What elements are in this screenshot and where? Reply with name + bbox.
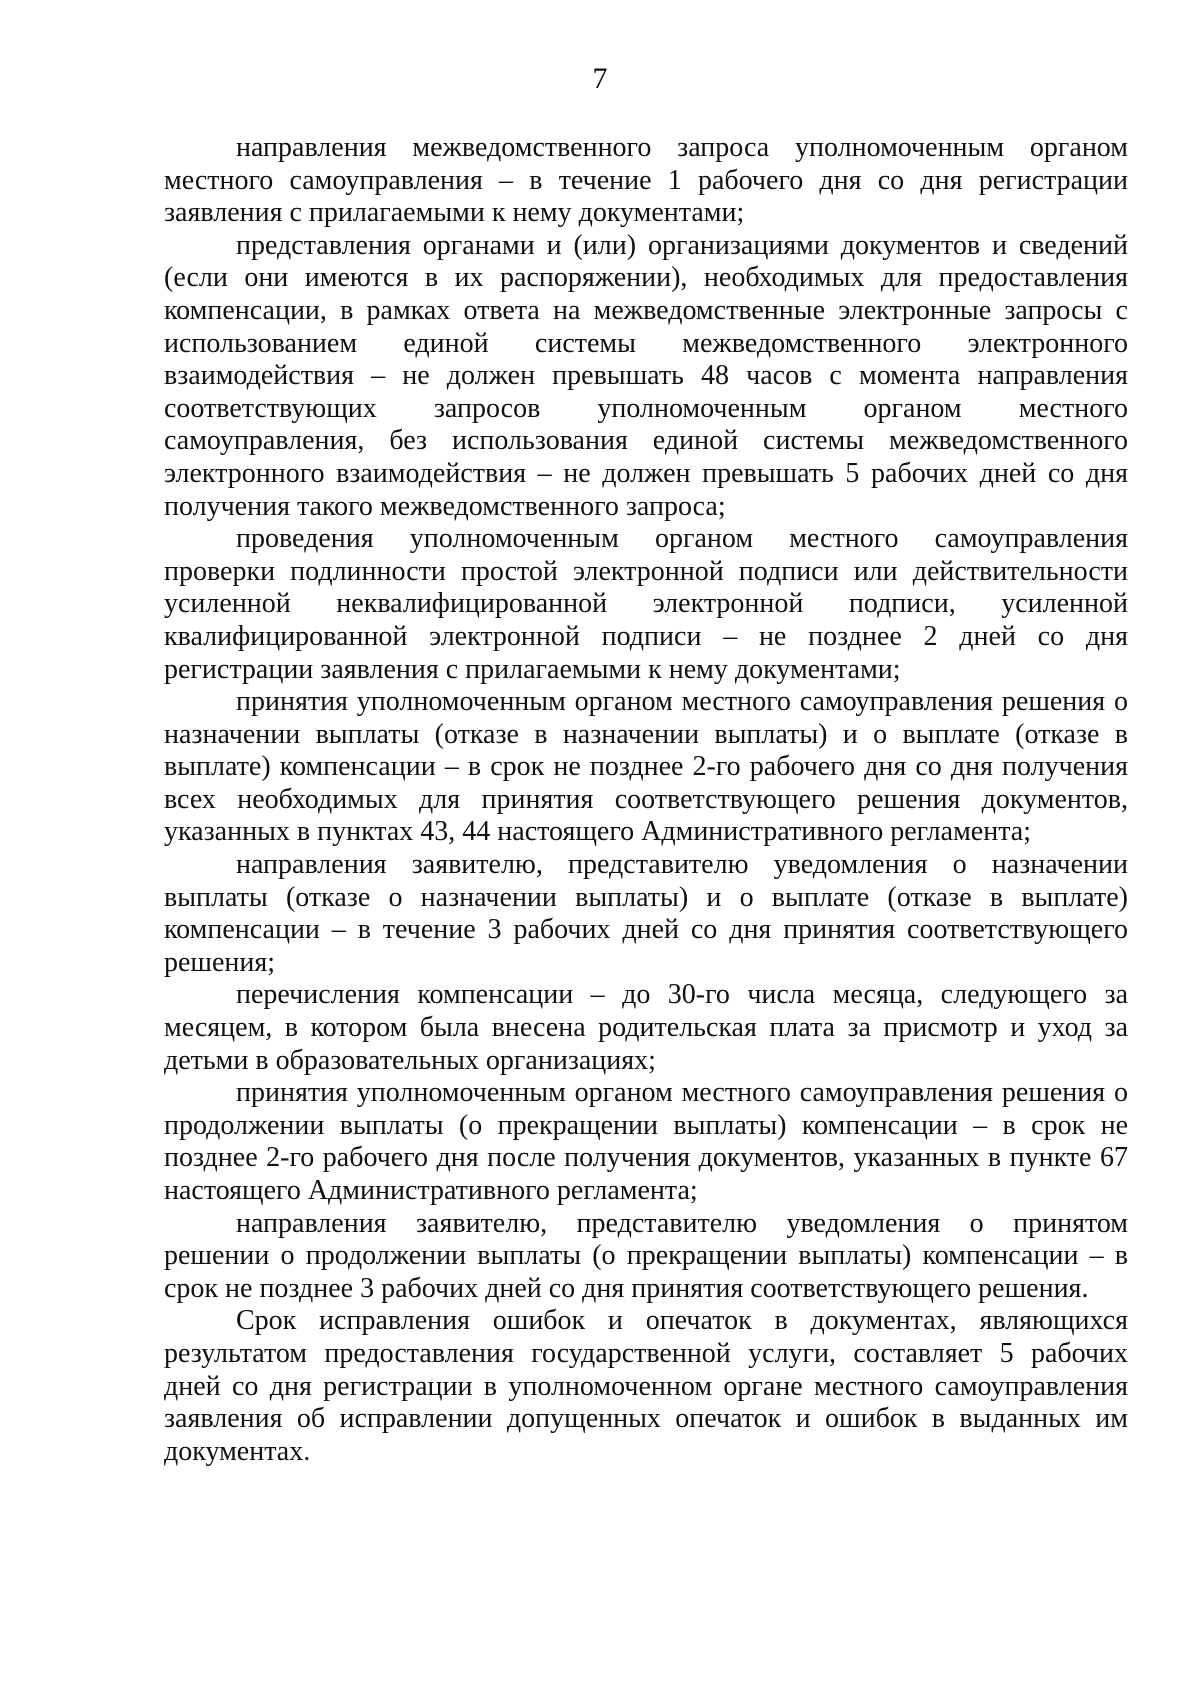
paragraph-payment-decision: принятия уполномоченным органом местного самоуправления решения о назначении выплаты (отказе в назначении выплаты) и о выплате (отказе в выплате) компенсации – в срок не позднее 2-го рабочего дня со дня получения всех необходимых для принятия соответствующего решения документов, указанных в пунктах 43, 44 настоящего Административного регламента; <box>164 686 1128 848</box>
paragraph-decision-notification: направления заявителю, представителю уведомления о назначении выплаты (отказе о назначении выплаты) и о выплате (отказе в выплате) компенсации – в течение 3 рабочих дней со дня принятия соответствующего решения; <box>164 849 1128 978</box>
document-body <box>164 132 1128 1468</box>
page-number: 7 <box>592 62 608 95</box>
paragraph-signature-verification: проведения уполномоченным органом местного самоуправления проверки подлинности простой электронной подписи или действительности усиленной неквалифицированной электронной подписи, усиленной квалифицированной электронной подписи – не позднее 2 дней со дня регистрации заявления с прилагаемыми к нему документами; <box>164 523 1128 685</box>
paragraph-continuation-decision: принятия уполномоченным органом местного самоуправления решения о продолжении выплаты (о прекращении выплаты) компенсации – в срок не позднее 2-го рабочего дня после получения документов, указанных в пункте 67 настоящего Административного регламента; <box>164 1077 1128 1206</box>
paragraph-documents-submission: представления органами и (или) организациями документов и сведений (если они имеются в их распоряжении), необходимых для предоставления компенсации, в рамках ответа на межведомственные электронные запросы с использованием единой системы межведомственного электронного взаимодействия – не должен превышать 48 часов с момента направления соответствующих запросов уполномоченным органом местного самоуправления, без использования единой системы межведомственного электронного взаимодействия – не должен превышать 5 рабочих дней со дня получения такого межведомственного запроса; <box>164 229 1128 522</box>
paragraph-interagency-request: направления межведомственного запроса уполномоченным органом местного самоуправления – в течение 1 рабочего дня со дня регистрации заявления с прилагаемыми к нему документами; <box>164 132 1128 229</box>
paragraph-continuation-notification: направления заявителю, представителю уведомления о принятом решении о продолжении выплаты (о прекращении выплаты) компенсации – в срок не позднее 3 рабочих дней со дня принятия соответствующего решения. <box>164 1207 1128 1304</box>
paragraph-compensation-transfer: перечисления компенсации – до 30-го числа месяца, следующего за месяцем, в котором была внесена родительская плата за присмотр и уход за детьми в образовательных организациях; <box>164 979 1128 1076</box>
paragraph-error-correction-term: Срок исправления ошибок и опечаток в документах, являющихся результатом предоставления государственной услуги, составляет 5 рабочих дней со дня регистрации в уполномоченном органе местного самоуправления заявления об исправлении допущенных опечаток и ошибок в выданных им документах. <box>164 1305 1128 1467</box>
